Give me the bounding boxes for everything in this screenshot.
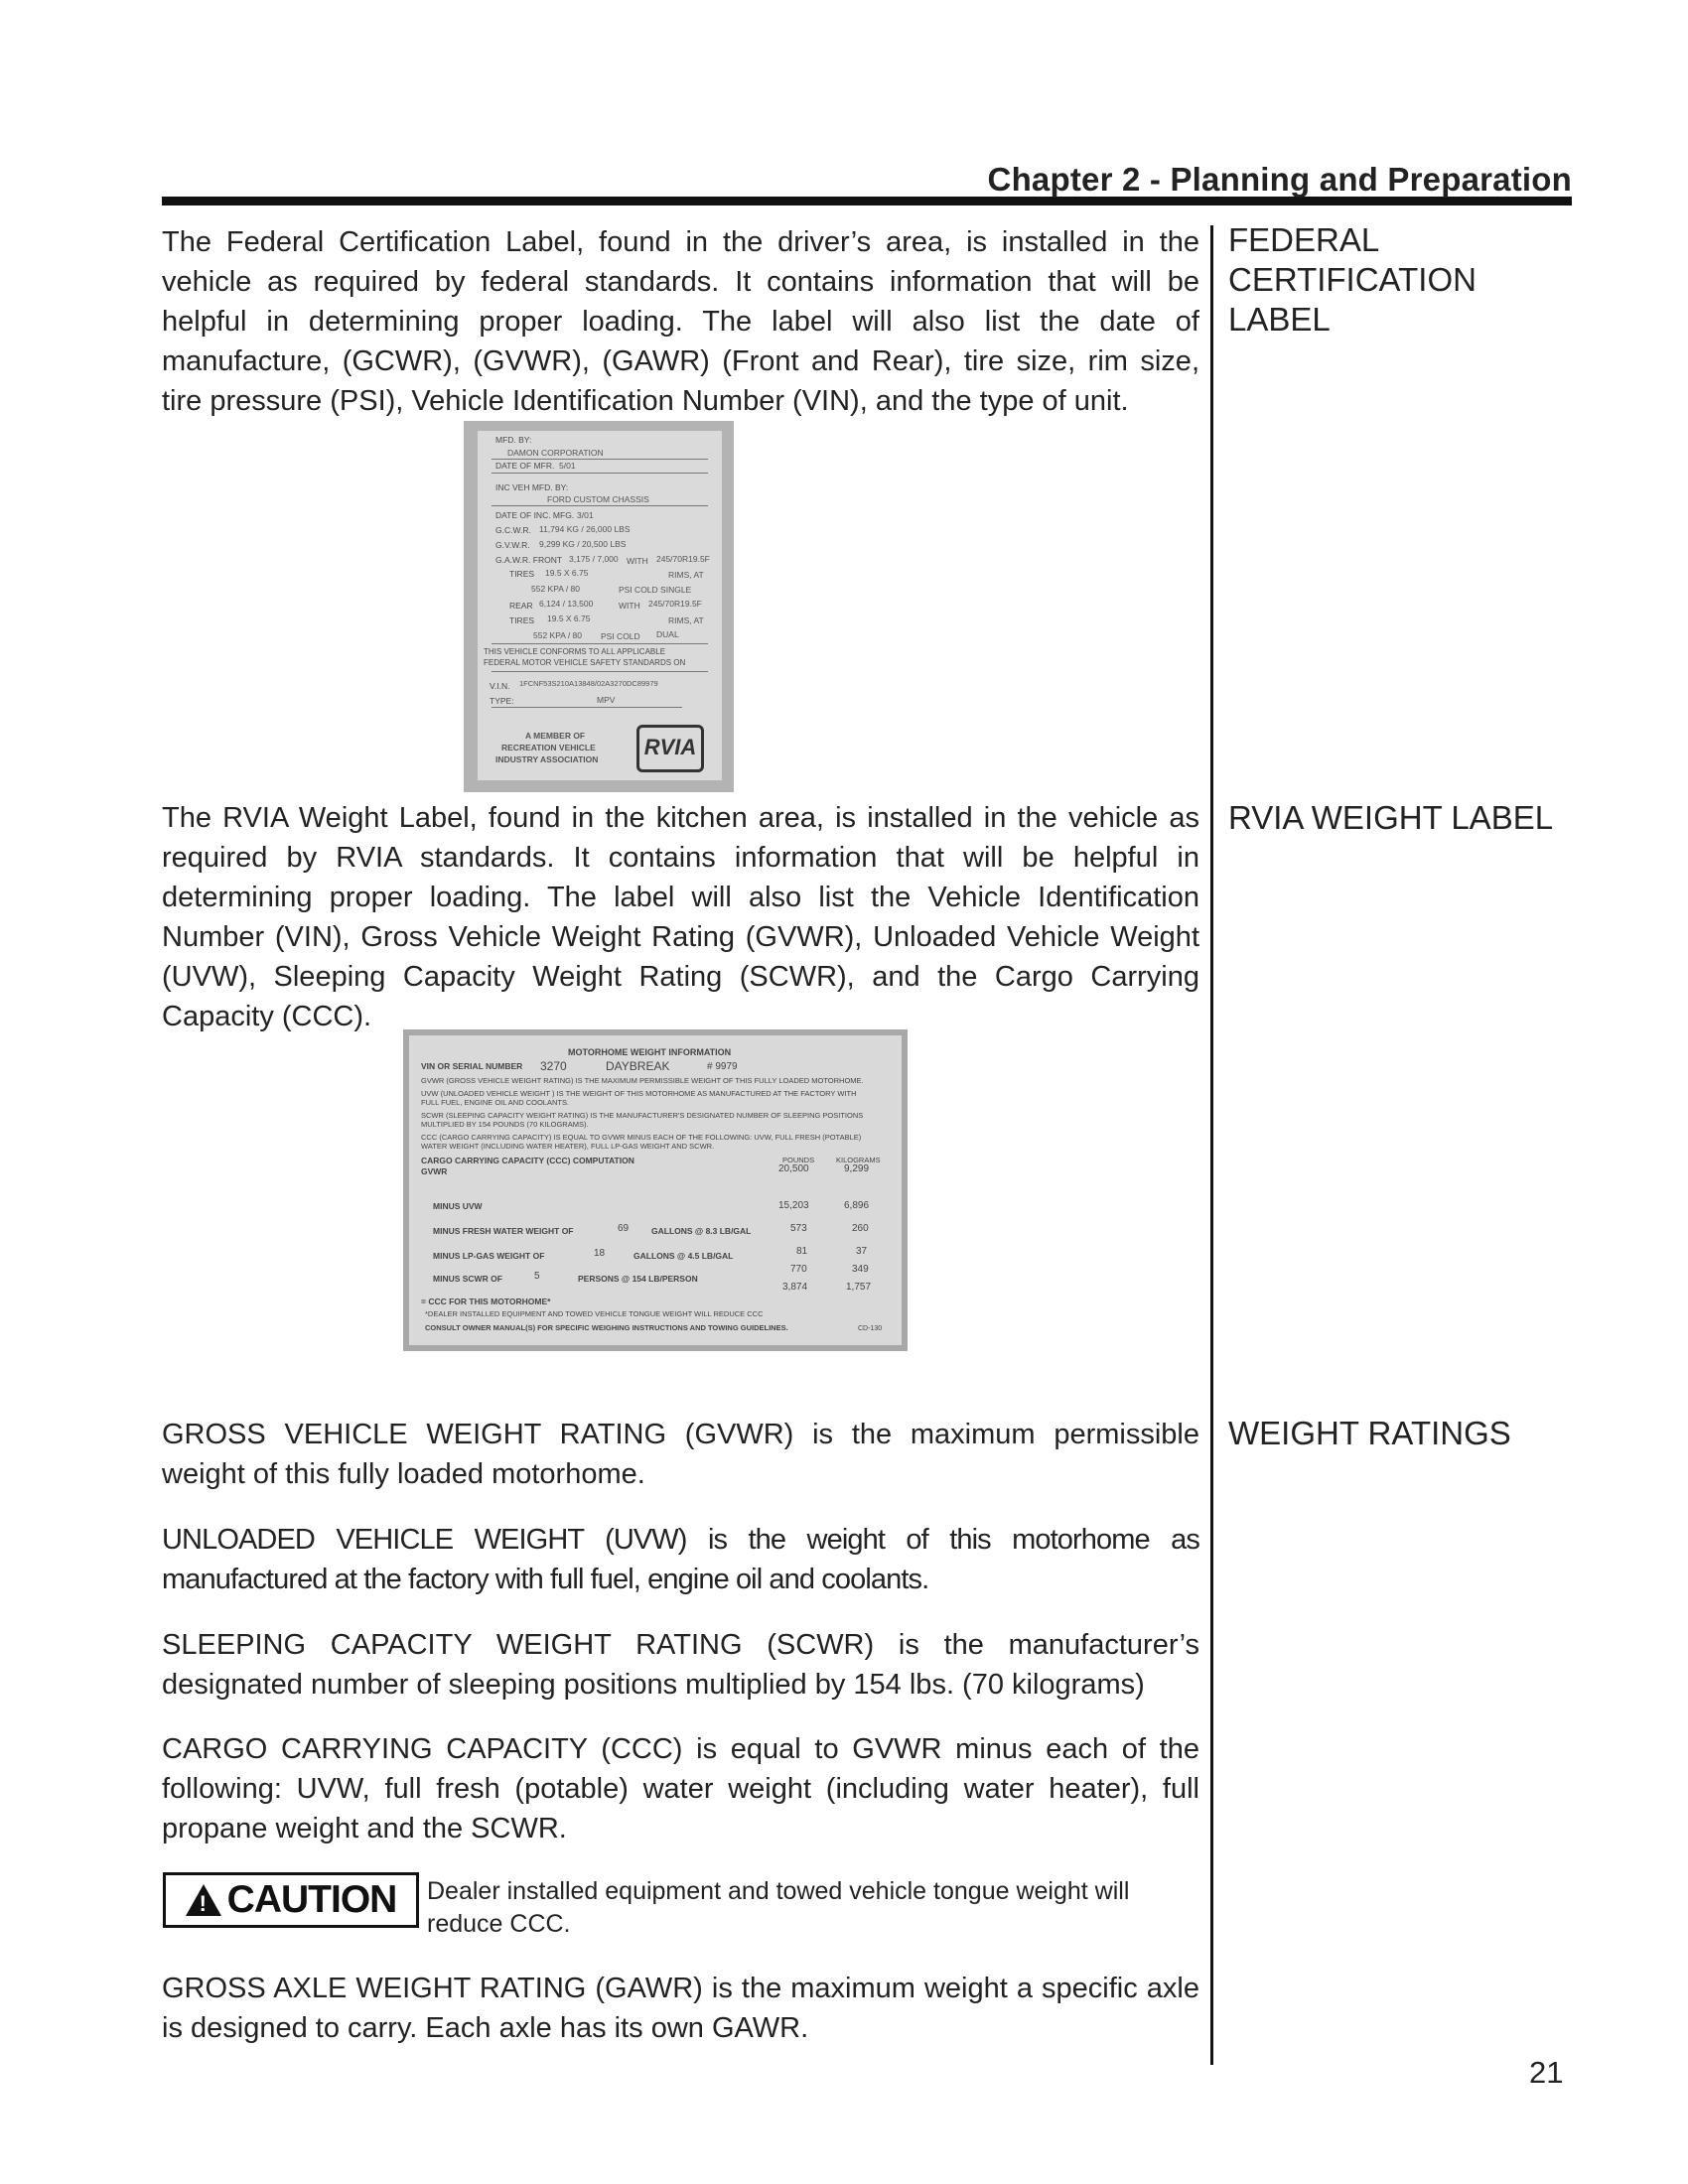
fed-rule: [492, 473, 708, 474]
mw-model: DAYBREAK: [606, 1059, 670, 1073]
fed-rule: [492, 671, 708, 672]
mw-uvw-kg: 6,896: [844, 1200, 870, 1211]
fed-gvwr-label: G.V.W.R.: [495, 540, 530, 550]
fed-inc-veh-label: INC VEH MFD. BY:: [495, 482, 569, 492]
mw-lp-kg: 37: [856, 1246, 868, 1257]
fed-type-label: TYPE:: [490, 696, 514, 706]
chapter-header: [162, 151, 1572, 205]
fed-with: WITH: [627, 556, 648, 566]
mw-scwr-def-2: MULTIPLIED BY 154 POUNDS (70 KILOGRAMS).: [421, 1120, 589, 1129]
rvia-label-paragraph: The RVIA Weight Label, found in the kitchen area, is installed in the vehicle as required by RVIA standards. It contains information that will be helpful in determining proper loading. The label will also list the Vehicle Identification Number (VIN), Gross Vehicle Weight Rating (GVWR), Unloaded Vehicle Weight (UVW), Sleeping Capacity Weight Rating (SCWR), and the Cargo Carrying Capacity (CCC).: [162, 802, 1199, 1032]
mw-lp-gal: 18: [594, 1248, 606, 1259]
mw-ccc-total: = CCC FOR THIS MOTORHOME*: [421, 1297, 551, 1306]
fed-vin-label: V.I.N.: [490, 681, 510, 691]
fed-rear-psi: 552 KPA / 80: [533, 630, 582, 640]
mw-scwr-kg: 349: [852, 1264, 869, 1275]
fed-front-rim: 19.5 X 6.75: [545, 568, 589, 578]
mw-fresh-lb: 573: [790, 1223, 807, 1234]
fed-mfd-by: MFD. BY:: [495, 435, 532, 445]
rvia-weight-label-photo: [403, 1029, 908, 1351]
fed-date-mfr: 5/01: [559, 461, 576, 471]
mw-vin-label: VIN OR SERIAL NUMBER: [421, 1061, 523, 1071]
fed-gawr-front: 3,175 / 7,000: [569, 554, 619, 564]
mw-uvw-def-2: FULL FUEL, ENGINE OIL AND COOLANTS.: [421, 1098, 570, 1107]
fed-with: WITH: [619, 601, 640, 611]
mw-uvw-def-1: UVW (UNLOADED VEHICLE WEIGHT ) IS THE WEIGHT OF THIS MOTORHOME AS MANUFACTURED AT THE FACTORY WITH: [421, 1089, 857, 1098]
mw-fresh-unit: GALLONS @ 8.3 LB/GAL: [651, 1226, 752, 1236]
fed-tires-label: TIRES: [509, 615, 535, 625]
mw-ccc-kg: 1,757: [846, 1282, 872, 1293]
mw-code: CD-130: [858, 1325, 883, 1332]
fed-manufacturer: DAMON CORPORATION: [507, 448, 604, 458]
mw-gvwr-label: GVWR: [421, 1166, 448, 1176]
column-divider: [1210, 225, 1213, 2065]
mw-scwr-def-1: SCWR (SLEEPING CAPACITY WEIGHT RATING) IS THE MANUFACTURER'S DESIGNATED NUMBER OF SLEEPING POSITIONS: [421, 1111, 864, 1120]
scwr-paragraph: SLEEPING CAPACITY WEIGHT RATING (SCWR) is the manufacturer’s designated number of sleeping positions multiplied by 154 lbs. (70 kilograms): [162, 1629, 1199, 1701]
fed-date-inc-label: DATE OF INC. MFG.: [495, 510, 575, 520]
fed-vin: 1FCNF53S210A13848/02A3270DC89979: [519, 679, 658, 688]
caution-label: [163, 1872, 419, 1928]
fed-tires-label: TIRES: [509, 569, 535, 579]
mw-computation: CARGO CARRYING CAPACITY (CCC) COMPUTATION: [421, 1156, 634, 1165]
fed-rear-rim: 19.5 X 6.75: [547, 614, 591, 623]
uvw-paragraph: UNLOADED VEHICLE WEIGHT (UVW) is the weight of this motorhome as manufactured at the factory with full fuel, engine oil and coolants.: [162, 1524, 1199, 1595]
fed-gawr-front-label: G.A.W.R. FRONT: [495, 555, 563, 565]
fed-rims-at: RIMS, AT: [668, 570, 704, 580]
mw-gvwr-def: GVWR (GROSS VEHICLE WEIGHT RATING) IS THE MAXIMUM PERMISSIBLE WEIGHT OF THIS FULLY LOADED MOTORHOME.: [421, 1076, 864, 1085]
fed-gcwr-label: G.C.W.R.: [495, 525, 531, 535]
mw-fresh-kg: 260: [852, 1223, 869, 1234]
fed-conforms-2: FEDERAL MOTOR VEHICLE SAFETY STANDARDS ON: [484, 658, 686, 667]
mw-minus-lp: MINUS LP-GAS WEIGHT OF: [433, 1251, 545, 1261]
mw-title: MOTORHOME WEIGHT INFORMATION: [568, 1047, 732, 1057]
fed-gvwr: 9,299 KG / 20,500 LBS: [539, 539, 627, 549]
ccc-paragraph: CARGO CARRYING CAPACITY (CCC) is equal to GVWR minus each of the following: UVW, full fresh (potable) water weight (including water heater), full propane weight and the SCWR.: [162, 1733, 1199, 1844]
fed-front-tire: 245/70R19.5F: [656, 554, 710, 564]
fed-rear-tire: 245/70R19.5F: [648, 599, 702, 609]
mw-pounds-header: POUNDS: [782, 1156, 815, 1164]
mw-serial: # 9979: [707, 1061, 738, 1072]
mw-uvw-lb: 15,203: [778, 1200, 809, 1211]
mw-scwr-unit: PERSONS @ 154 LB/PERSON: [578, 1274, 698, 1284]
fed-rule: [492, 505, 708, 506]
mw-ccc-lb: 3,874: [782, 1282, 808, 1293]
weight-ratings-heading: WEIGHT RATINGS: [1228, 1415, 1511, 1451]
mw-ccc-def-1: CCC (CARGO CARRYING CAPACITY) IS EQUAL TO GVWR MINUS EACH OF THE FOLLOWING: UVW, FULL FRESH (POTABLE): [421, 1133, 862, 1142]
federal-label-paragraph: The Federal Certification Label, found in the driver’s area, is installed in the vehicle as required by federal standards. It contains information that will be helpful in determining proper loading. The label will also list the date of manufacture, (GCWR), (GVWR), (GAWR) (Front and Rear), tire size, rim size, tire pressure (PSI), Vehicle Identification Number (VIN), and the type of unit.: [162, 226, 1199, 417]
mw-lp-unit: GALLONS @ 4.5 LB/GAL: [633, 1251, 734, 1261]
mw-vin-number: 3270: [540, 1059, 567, 1073]
fed-dual: DUAL: [656, 629, 679, 639]
rvia-weight-label-card: [409, 1035, 902, 1345]
mw-minus-scwr: MINUS SCWR OF: [433, 1274, 502, 1284]
fed-date-mfr-label: DATE OF MFR.: [495, 461, 555, 471]
mw-footnote: *DEALER INSTALLED EQUIPMENT AND TOWED VEHICLE TONGUE WEIGHT WILL REDUCE CCC: [425, 1309, 764, 1318]
chapter-title: Chapter 2 - Planning and Preparation: [987, 161, 1572, 198]
fed-rule: [492, 707, 682, 708]
mw-gvwr-lb: 20,500: [778, 1163, 809, 1174]
mw-consult: CONSULT OWNER MANUAL(S) FOR SPECIFIC WEIGHING INSTRUCTIONS AND TOWING GUIDELINES.: [425, 1323, 788, 1332]
page-number: 21: [1529, 2055, 1564, 2090]
mw-scwr-lb: 770: [790, 1264, 807, 1275]
fed-type: MPV: [597, 695, 616, 705]
fed-rule: [492, 459, 708, 460]
federal-label-heading: FEDERAL CERTIFICATION LABEL: [1228, 221, 1477, 338]
fed-rear: 6,124 / 13,500: [539, 599, 594, 609]
fed-inc-veh: FORD CUSTOM CHASSIS: [547, 494, 649, 504]
mw-lp-lb: 81: [796, 1246, 808, 1257]
caution-word: CAUTION: [226, 1878, 397, 1921]
fed-psi-cold: PSI COLD: [601, 631, 640, 641]
caution-text: Dealer installed equipment and towed vehicle tongue weight will reduce CCC.: [427, 1877, 1130, 1938]
fed-member-2: RECREATION VEHICLE: [501, 743, 596, 752]
fed-front-psi: 552 KPA / 80: [531, 584, 580, 594]
fed-rule: [492, 643, 708, 644]
fed-member-3: INDUSTRY ASSOCIATION: [495, 754, 599, 764]
mw-scwr-persons: 5: [534, 1271, 540, 1282]
fed-member-1: A MEMBER OF: [525, 731, 586, 741]
fed-conforms-1: THIS VEHICLE CONFORMS TO ALL APPLICABLE: [484, 647, 666, 656]
mw-fresh-gal: 69: [618, 1223, 630, 1234]
mw-kilograms-header: KILOGRAMS: [836, 1156, 881, 1164]
fed-rims-at: RIMS, AT: [668, 615, 704, 625]
fed-gcwr: 11,794 KG / 26,000 LBS: [539, 524, 631, 534]
gawr-paragraph: GROSS AXLE WEIGHT RATING (GAWR) is the maximum weight a specific axle is designed to carry. Each axle has its own GAWR.: [162, 1973, 1199, 2044]
fed-psi-cold-single: PSI COLD SINGLE: [619, 585, 692, 595]
warning-triangle-icon: !: [186, 1884, 221, 1916]
rvia-label-heading: RVIA WEIGHT LABEL: [1228, 799, 1554, 836]
mw-ccc-def-2: WATER WEIGHT (INCLUDING WATER HEATER), FULL LP-GAS WEIGHT AND SCWR.: [421, 1142, 715, 1151]
rvia-logo: RVIA: [636, 725, 704, 772]
mw-gvwr-kg: 9,299: [844, 1163, 870, 1174]
federal-label-photo: [464, 421, 734, 792]
gvwr-paragraph: GROSS VEHICLE WEIGHT RATING (GVWR) is the maximum permissible weight of this fully loaded motorhome.: [162, 1419, 1199, 1490]
federal-label-card: [478, 431, 722, 780]
fed-date-inc: 3/01: [577, 510, 594, 520]
mw-minus-uvw: MINUS UVW: [433, 1201, 483, 1211]
fed-rear-label: REAR: [509, 601, 533, 611]
mw-minus-fresh: MINUS FRESH WATER WEIGHT OF: [433, 1226, 574, 1236]
